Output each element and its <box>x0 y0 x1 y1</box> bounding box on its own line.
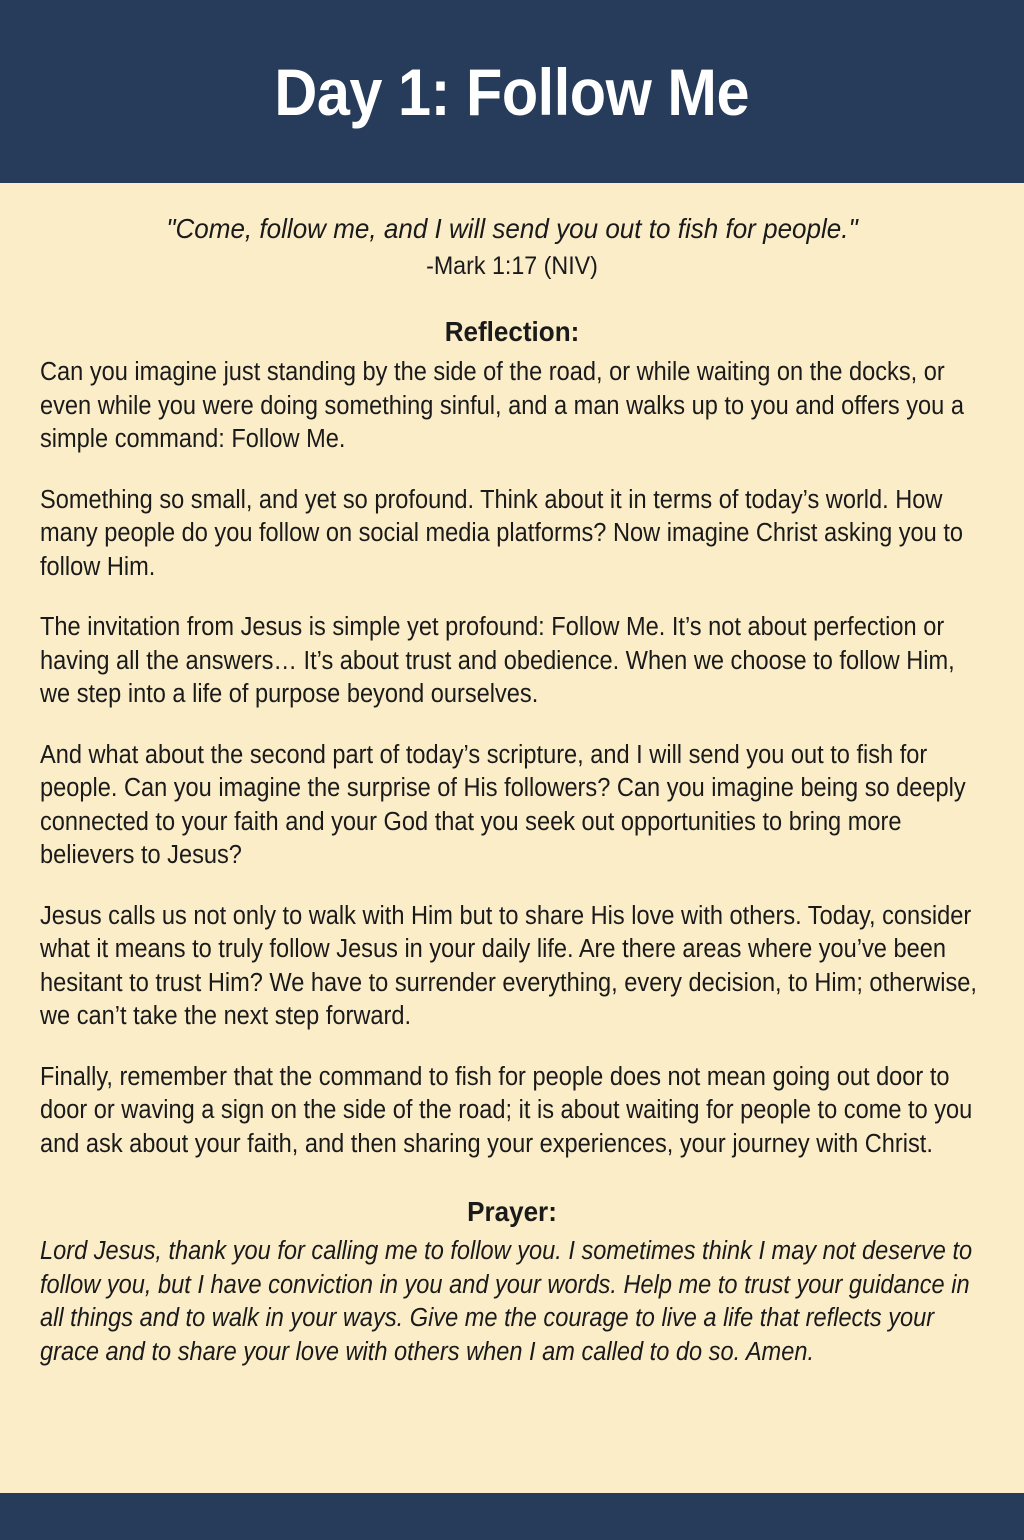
prayer-text: Lord Jesus, thank you for calling me to follow you. I sometimes think I may not deserve to follow you, but I have conviction in you and your words. Help me to trust your guidance in all things and to walk in your ways. Give me the courage to live a life that reflects your grace and to share your love with others when I am called to do so. Amen. <box>40 1237 973 1366</box>
reflection-heading: Reflection: <box>444 316 580 347</box>
reflection-paragraph: Finally, remember that the command to fish for people does not mean going out door to door or waving a sign on the side of the road; it is about waiting for people to come to you and ask about your faith, and then sharing your experiences, your journey with Christ. <box>40 1062 973 1158</box>
reflection-paragraph: The invitation from Jesus is simple yet profound: Follow Me. It’s not about perfection or having all the answers… It’s about trust and obedience. When we choose to follow Him, we step into a life of purpose beyond ourselves. <box>40 613 955 708</box>
reflection-paragraph: Something so small, and yet so profound. Think about it in terms of today’s world. How many people do you follow on social media platforms? Now imagine Christ asking you to follow Him. <box>40 485 964 581</box>
reflection-paragraph: And what about the second part of today’s scripture, and I will send you out to fish for people. Can you imagine the surprise of His followers? Can you imagine being so deeply connected to your faith and your God that you seek out opportunities to bring more believers to Jesus? <box>40 740 966 869</box>
reflection-heading-wrap <box>40 282 984 356</box>
scripture-reference: -Mark 1:17 (NIV) <box>426 252 598 280</box>
reflection-paragraph: Jesus calls us not only to walk with Him but to share His love with others. Today, consider what it means to truly follow Jesus in your daily life. Are there areas where you’ve been hesitant to trust Him? We have to surrender everything, every decision, to Him; otherwise, we can’t take the next step forward. <box>40 901 977 1030</box>
header-banner <box>0 0 1024 183</box>
prayer-heading-wrap <box>40 1161 984 1235</box>
scripture-block <box>40 183 984 282</box>
footer-banner <box>0 1493 1024 1540</box>
reflection-body <box>40 356 984 1161</box>
page-title: Day 1: Follow Me <box>274 54 750 129</box>
prayer-heading: Prayer: <box>467 1196 557 1227</box>
devotional-content <box>0 183 1024 1455</box>
reflection-paragraph: Can you imagine just standing by the side of the road, or while waiting on the docks, or even while you were doing something sinful, and a man walks up to you and offers you a simple command: Follow Me. <box>40 358 964 453</box>
scripture-quote: "Come, follow me, and I will send you out to fish for people." <box>166 213 858 244</box>
